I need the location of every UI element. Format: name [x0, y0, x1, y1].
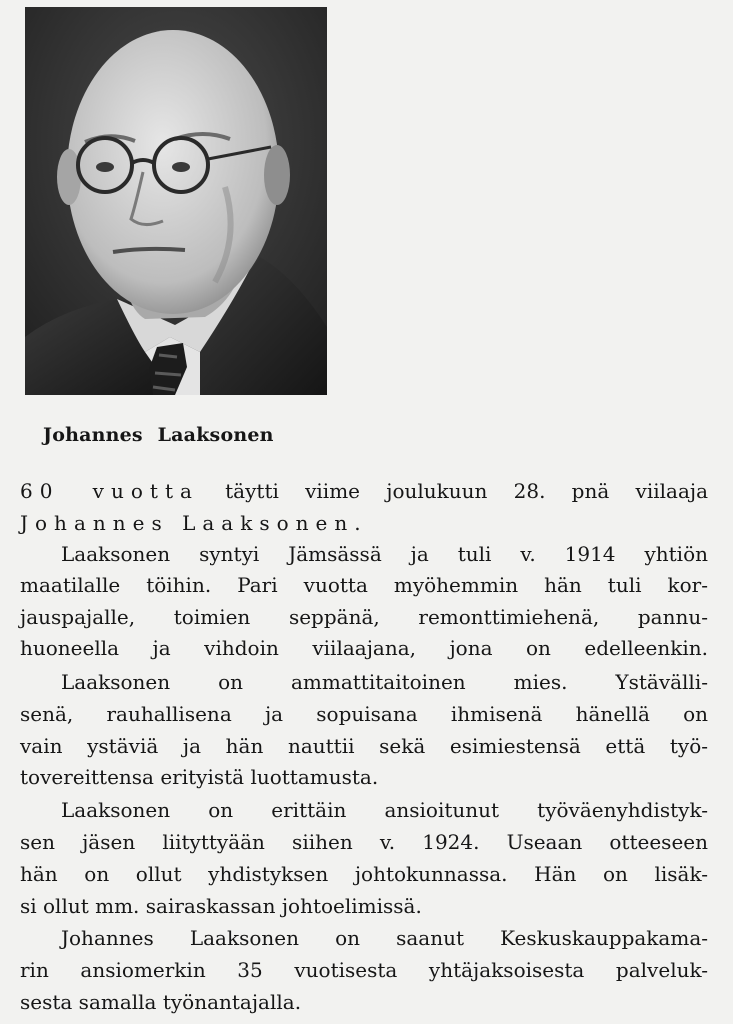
text-line: si ollut mm. sairaskassan johtoelimissä. — [20, 894, 422, 918]
text-line: hän on ollut yhdistyksen johtokunnassa. Hän on lisäk- — [20, 862, 708, 886]
spaced-text: Johannes Laaksonen — [20, 511, 355, 535]
text-line: huoneella ja vihdoin viilaajana, jona on edelleenkin. — [20, 636, 708, 660]
line-text: täytti viime joulukuun 28. pnä viilaaja — [198, 479, 708, 503]
text-line: Laaksonen on erittäin ansioitunut työväenyhdistyk- — [61, 798, 708, 822]
text-line: Laaksonen on ammattitaitoinen mies. Ystävälli- — [61, 670, 708, 694]
text-line: sen jäsen liityttyään siihen v. 1924. Useaan otteeseen — [20, 830, 708, 854]
text-line: rin ansiomerkin 35 vuotisesta yhtäjaksoisesta palveluk- — [20, 958, 708, 982]
text-line: maatilalle töihin. Pari vuotta myöhemmin hän tuli kor- — [20, 573, 708, 597]
text-line — [20, 507, 708, 539]
text-line: Johannes Laaksonen on saanut Keskuskauppakama- — [61, 926, 708, 950]
line-text: . — [354, 511, 361, 535]
text-line: jauspajalle, toimien seppänä, remonttimiehenä, pannu- — [20, 605, 708, 629]
text-line — [20, 475, 708, 507]
text-line: senä, rauhallisena ja sopuisana ihmisenä hänellä on — [20, 702, 708, 726]
text-line: Laaksonen syntyi Jämsässä ja tuli v. 1914 yhtiön — [61, 542, 708, 566]
text-line: sesta samalla työnantajalla. — [20, 990, 302, 1014]
spaced-text: 60 vuotta — [20, 479, 199, 503]
text-line: vain ystäviä ja hän nauttii sekä esimiestensä että työ- — [20, 734, 708, 758]
text-line: tovereittensa erityistä luottamusta. — [20, 765, 379, 789]
article-heading: Johannes Laaksonen — [43, 424, 274, 446]
portrait-photo — [25, 7, 327, 395]
